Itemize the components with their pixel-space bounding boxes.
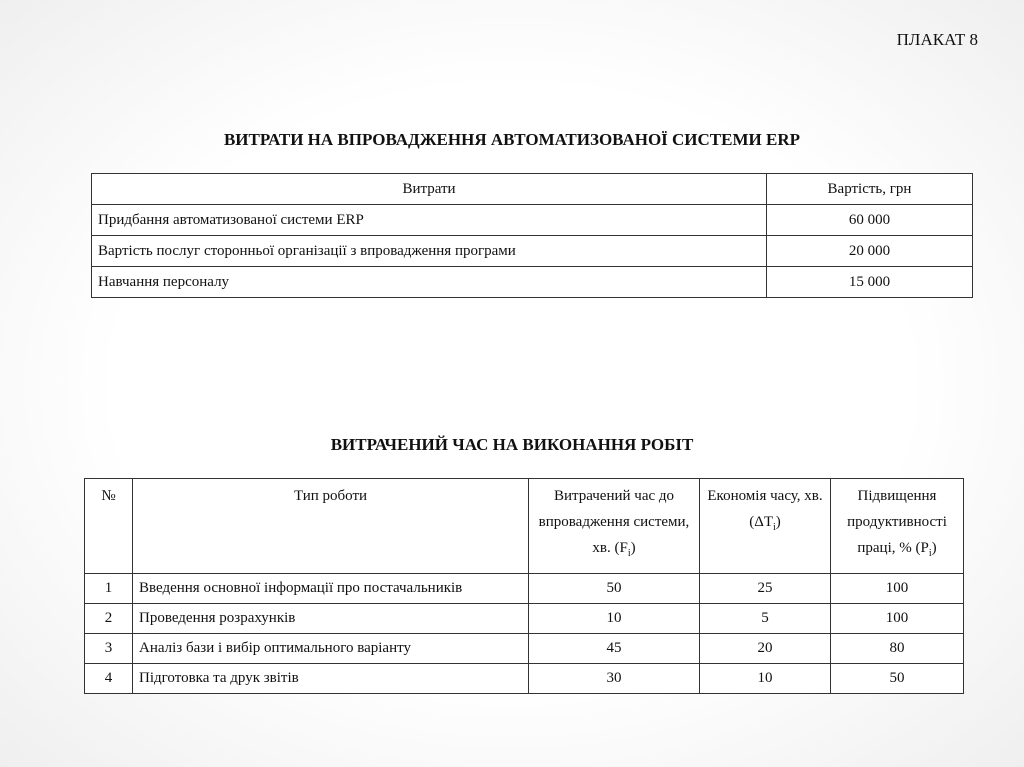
productivity-value: 100 xyxy=(831,574,964,604)
time-value: 10 xyxy=(529,604,700,634)
time-value: 30 xyxy=(529,664,700,694)
subscript: i xyxy=(928,548,932,559)
saving-value: 25 xyxy=(700,574,831,604)
cost-item: Вартість послуг сторонньої організації з впровадження програми xyxy=(92,236,767,267)
table-header-row xyxy=(92,174,973,205)
table-row xyxy=(85,604,964,634)
table-row xyxy=(85,634,964,664)
table-row xyxy=(92,205,973,236)
table-row xyxy=(85,664,964,694)
row-num: 2 xyxy=(85,604,133,634)
cost-value: 15 000 xyxy=(767,267,973,298)
row-num: 1 xyxy=(85,574,133,604)
header-time-text: Витрачений час до впровадження системи, хв. (F xyxy=(538,488,690,556)
header-costs: Витрати xyxy=(92,174,767,205)
row-num: 3 xyxy=(85,634,133,664)
paren: ) xyxy=(630,540,636,556)
table-row xyxy=(85,574,964,604)
header-num: № xyxy=(85,479,133,574)
header-saving-text: Економія часу, хв. (ΔT xyxy=(707,488,823,530)
productivity-value: 50 xyxy=(831,664,964,694)
productivity-value: 100 xyxy=(831,604,964,634)
costs-table xyxy=(91,173,973,298)
work-type: Введення основної інформації про постачальників xyxy=(133,574,529,604)
header-type: Тип роботи xyxy=(133,479,529,574)
subscript: i xyxy=(773,522,776,533)
productivity-value: 80 xyxy=(831,634,964,664)
row-num: 4 xyxy=(85,664,133,694)
header-time xyxy=(529,479,700,574)
table-row xyxy=(92,267,973,298)
subscript: i xyxy=(627,548,631,559)
paren: ) xyxy=(931,540,937,556)
cost-value: 60 000 xyxy=(767,205,973,236)
header-productivity-text: Підвищення продуктивності праці, % (P xyxy=(847,488,947,556)
poster-label: ПЛАКАТ 8 xyxy=(896,30,978,49)
table-header-row xyxy=(85,479,964,574)
time-value: 50 xyxy=(529,574,700,604)
saving-value: 10 xyxy=(700,664,831,694)
header-productivity xyxy=(831,479,964,574)
time-table-title: ВИТРАЧЕНИЙ ЧАС НА ВИКОНАННЯ РОБІТ xyxy=(330,435,694,454)
work-type: Проведення розрахунків xyxy=(133,604,529,634)
time-value: 45 xyxy=(529,634,700,664)
header-cost-value: Вартість, грн xyxy=(767,174,973,205)
header-saving xyxy=(700,479,831,574)
cost-item: Придбання автоматизованої системи ERP xyxy=(92,205,767,236)
paren: ) xyxy=(775,514,781,530)
saving-value: 20 xyxy=(700,634,831,664)
saving-value: 5 xyxy=(700,604,831,634)
cost-item: Навчання персоналу xyxy=(92,267,767,298)
work-type: Аналіз бази і вибір оптимального варіанту xyxy=(133,634,529,664)
time-table xyxy=(84,478,964,694)
table-row xyxy=(92,236,973,267)
work-type: Підготовка та друк звітів xyxy=(133,664,529,694)
cost-value: 20 000 xyxy=(767,236,973,267)
costs-table-title: ВИТРАТИ НА ВПРОВАДЖЕННЯ АВТОМАТИЗОВАНОЇ СИСТЕМИ ERP xyxy=(223,130,801,149)
